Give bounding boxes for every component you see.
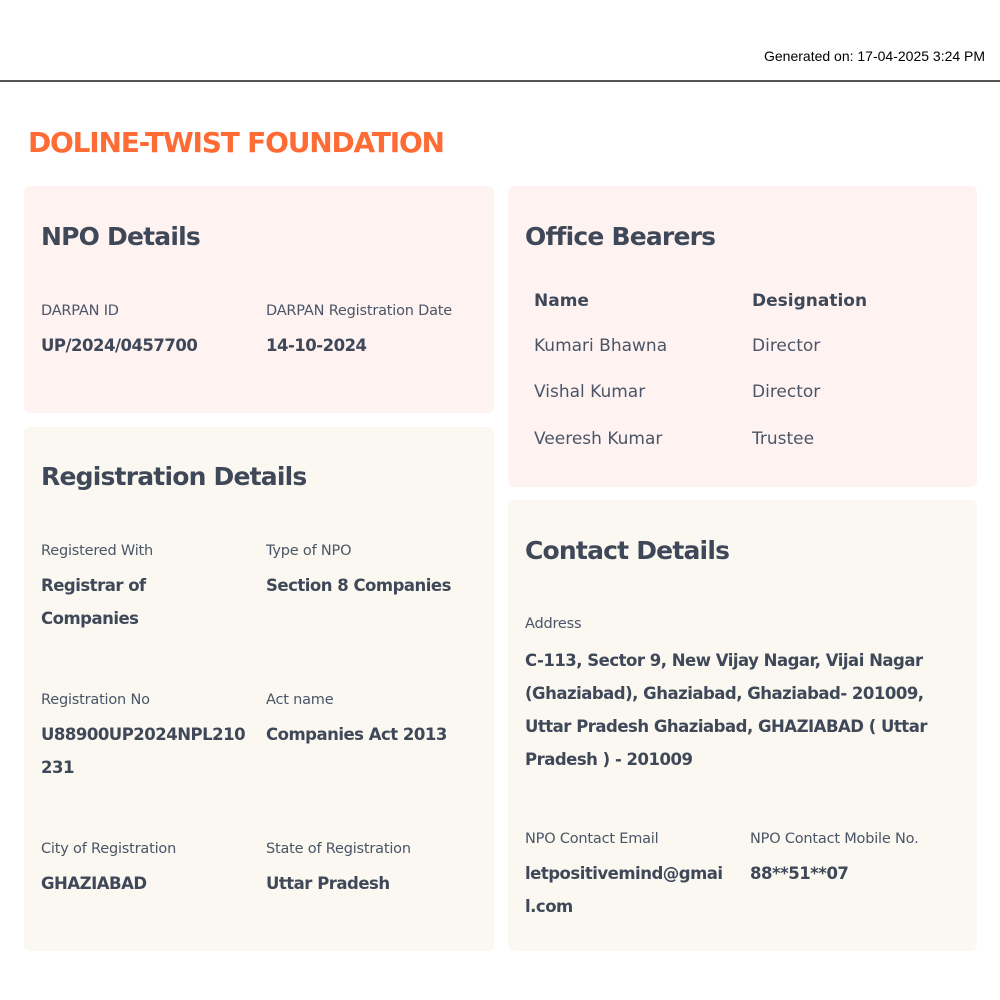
bearer-name: Vishal Kumar <box>534 382 646 402</box>
darpan-date-value: 14-10-2024 <box>266 336 367 355</box>
contact-mobile-label: NPO Contact Mobile No. <box>750 831 919 847</box>
registration-details-card <box>24 427 494 951</box>
npo-details-card <box>24 186 494 413</box>
act-name-label: Act name <box>266 692 334 708</box>
header-divider <box>0 80 1000 82</box>
city-of-registration-value: GHAZIABAD <box>41 874 147 893</box>
bearer-designation: Director <box>752 382 821 402</box>
registered-with-label: Registered With <box>41 543 154 559</box>
contact-mobile-value: 88**51**07 <box>750 864 849 883</box>
registration-no-label: Registration No <box>41 692 150 708</box>
city-of-registration-label: City of Registration <box>41 841 177 857</box>
bearer-name: Kumari Bhawna <box>534 336 668 356</box>
act-name-value: Companies Act 2013 <box>266 725 447 744</box>
type-of-npo-value: Section 8 Companies <box>266 576 451 595</box>
bearer-designation: Director <box>752 336 821 356</box>
darpan-date-label: DARPAN Registration Date <box>266 303 453 319</box>
bearer-name: Veeresh Kumar <box>534 429 663 449</box>
contact-email-value: letpositivemind@gmail.com <box>525 864 723 916</box>
darpan-id-label: DARPAN ID <box>41 303 119 319</box>
name-column-header: Name <box>534 291 589 311</box>
bearer-designation: Trustee <box>752 429 815 449</box>
office-bearers-card <box>508 186 977 487</box>
npo-details-title: NPO Details <box>41 222 200 251</box>
type-of-npo-label: Type of NPO <box>266 543 352 559</box>
office-bearers-title: Office Bearers <box>525 222 716 251</box>
registration-details-title: Registration Details <box>41 462 307 491</box>
organization-name: DOLINE-TWIST FOUNDATION <box>28 126 444 159</box>
state-of-registration-value: Uttar Pradesh <box>266 874 390 893</box>
contact-details-title: Contact Details <box>525 536 730 565</box>
contact-details-card <box>508 500 977 951</box>
contact-email-label: NPO Contact Email <box>525 831 659 847</box>
registration-no-value: U88900UP2024NPL210231 <box>41 725 246 777</box>
darpan-id-value: UP/2024/0457700 <box>41 336 198 355</box>
designation-column-header: Designation <box>752 291 868 311</box>
generated-on-text: Generated on: 17-04-2025 3:24 PM <box>764 48 986 64</box>
address-value: C-113, Sector 9, New Vijay Nagar, Vijai Nagar (Ghaziabad), Ghaziabad, Ghaziabad- 201009, Uttar Pradesh Ghaziabad, GHAZIABAD ( Uttar Pradesh ) - 201009 <box>525 651 927 769</box>
registered-with-value: Registrar of Companies <box>41 576 146 628</box>
address-label: Address <box>525 616 582 632</box>
state-of-registration-label: State of Registration <box>266 841 411 857</box>
